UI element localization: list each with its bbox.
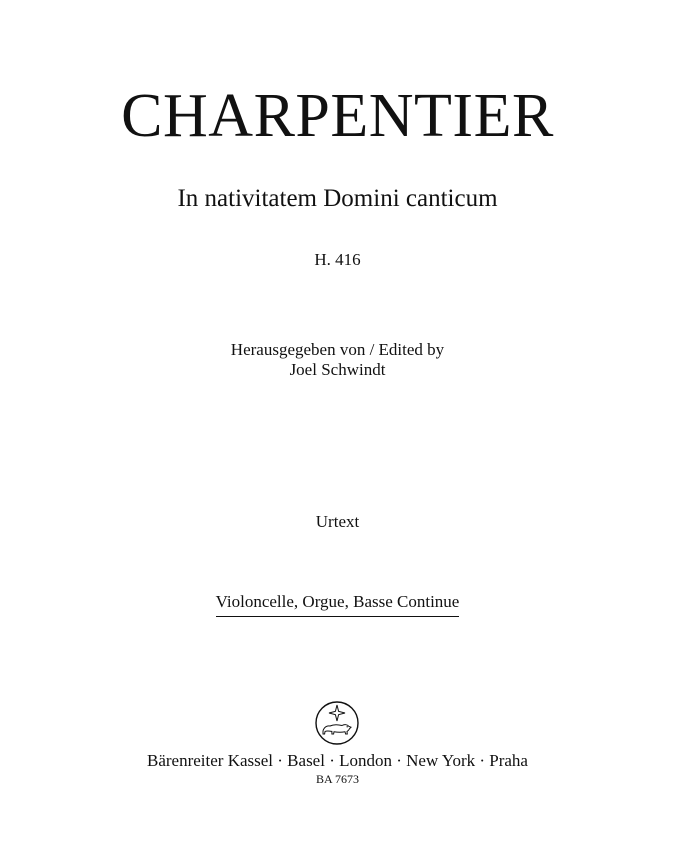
instrumentation-block <box>0 591 675 617</box>
composer-name: CHARPENTIER <box>121 82 554 150</box>
work-title: In nativitatem Domini canticum <box>177 185 498 212</box>
instrumentation: Violoncelle, Orgue, Basse Continue <box>216 591 460 617</box>
baerenreiter-bear-star-logo-icon <box>314 700 360 746</box>
editor-name: Joel Schwindt <box>289 360 386 379</box>
edition-type: Urtext <box>315 512 360 531</box>
publisher-imprint: Bärenreiter Kassel · Basel · London · New York · Praha <box>147 751 528 770</box>
catalogue-number: H. 416 <box>314 250 361 269</box>
edition-catalog-number: BA 7673 <box>315 772 359 786</box>
edited-by-label: Herausgegeben von / Edited by <box>230 340 445 359</box>
